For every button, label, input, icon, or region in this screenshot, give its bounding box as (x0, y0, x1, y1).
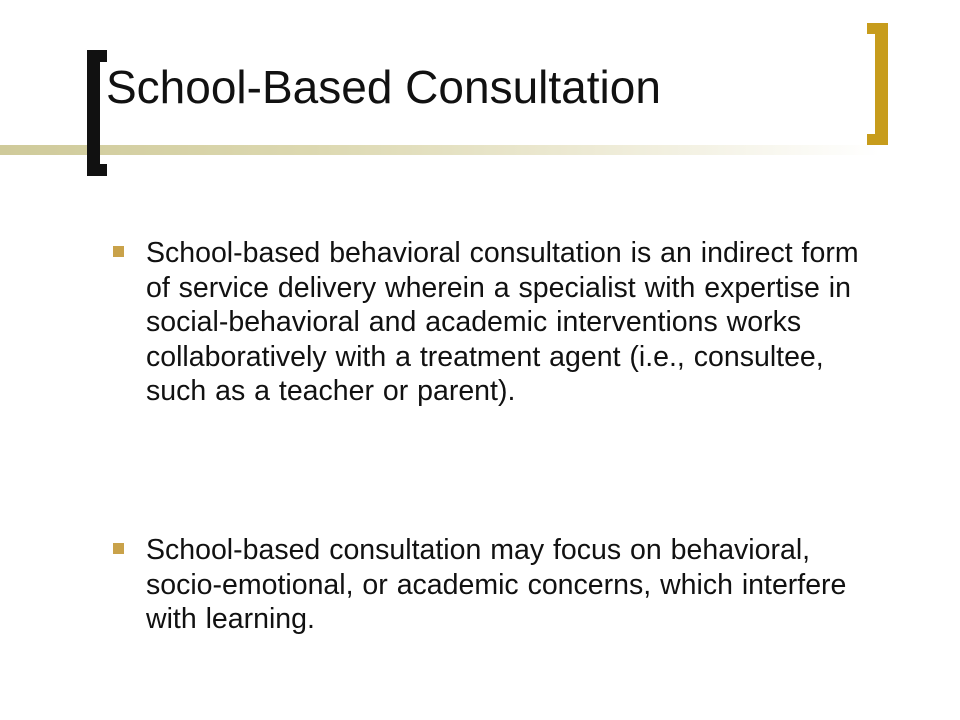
bullet-text: School-based consultation may focus on behavioral, socio-emotional, or academic concerns, which interfere with learning. (146, 534, 847, 635)
bullet-text: School-based behavioral consultation is an indirect form of service delivery wherein a specialist with expertise in social-behavioral and academic interventions works collaboratively with a treatment agent (i.e., consultee, such as a teacher or parent). (146, 237, 859, 407)
left-bracket-decoration (87, 50, 107, 176)
square-bullet-icon (113, 246, 124, 257)
slide-title: School-Based Consultation (106, 61, 661, 113)
right-bracket-decoration (867, 23, 888, 145)
square-bullet-icon (113, 543, 124, 554)
title-underline-rule (0, 145, 880, 155)
